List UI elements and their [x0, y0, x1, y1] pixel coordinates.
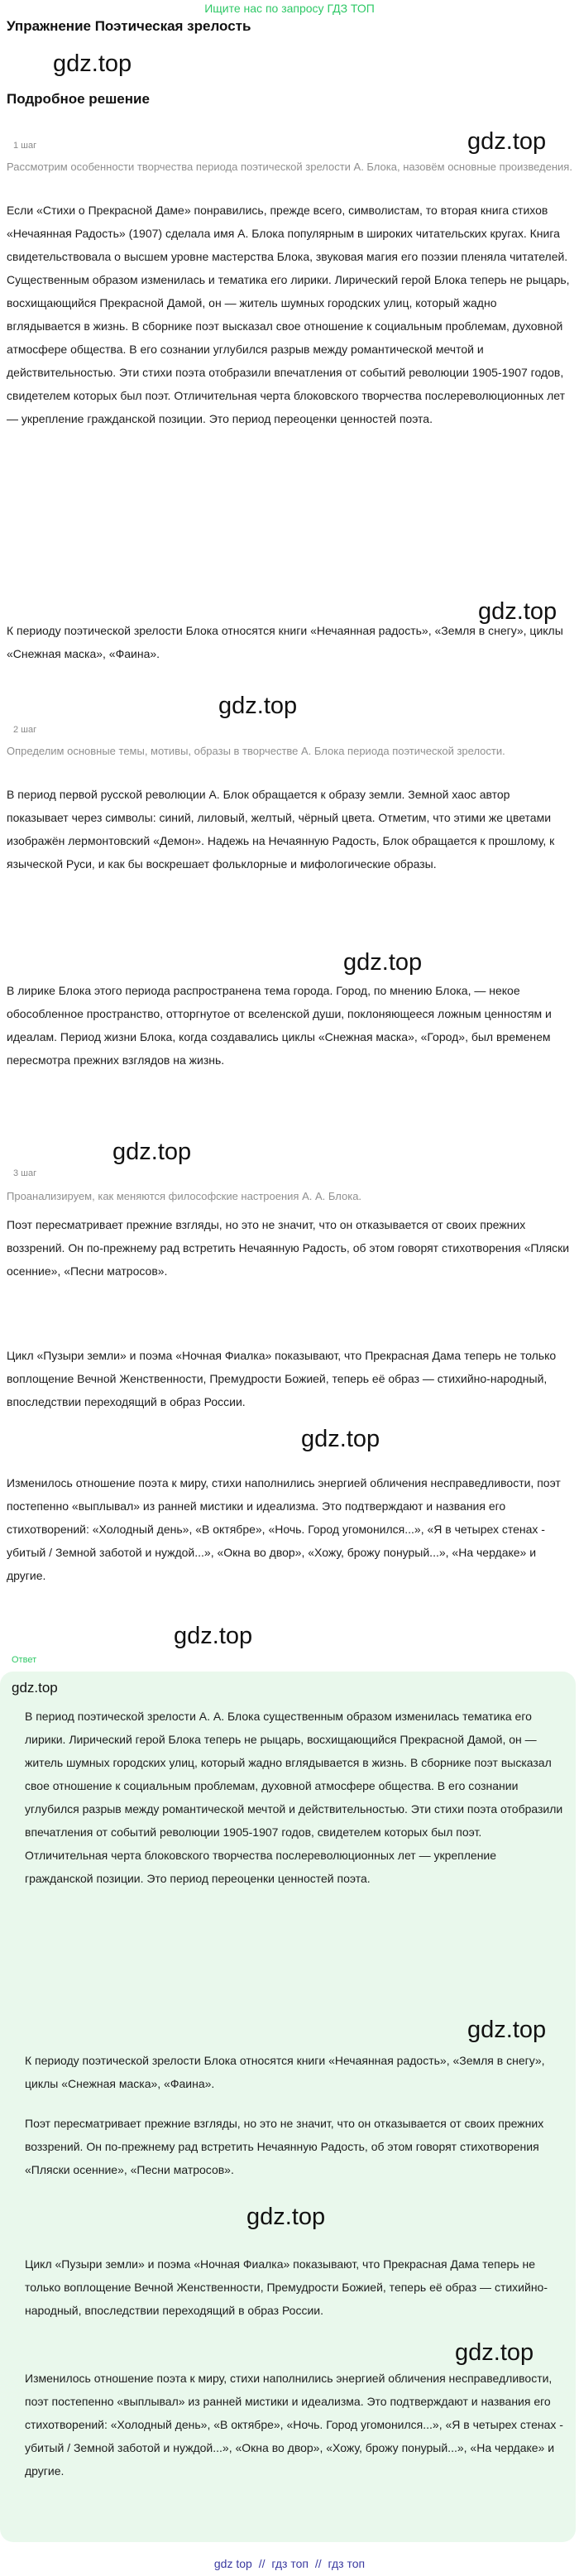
step-hint: Рассмотрим особенности творчества периода поэтической зрелости А. Блока, назовём основные произведения. [7, 161, 572, 173]
footer-link[interactable]: гдз топ [271, 2557, 309, 2570]
watermark: gdz.top [12, 1680, 58, 1696]
footer-link[interactable]: gdz top [213, 2557, 252, 2570]
step-badge: 1 шаг [13, 141, 37, 151]
answer-paragraph: Поэт пересматривает прежние взгляды, но это не значит, что он отказывается от своих прежних воззрений. Он по-прежнему рад встретить Нечаянную Радость, об этом говорят стихотворения «Пляски осенние», «Песни матросов». [25, 2117, 544, 2176]
step-badge: 3 шаг [13, 1168, 37, 1178]
watermark: gdz.top [301, 1426, 380, 1452]
watermark: gdz.top [455, 2339, 534, 2366]
step-paragraph: В период первой русской революции А. Блок обращается к образу земли. Земной хаос автор показывает через символы: синий, лиловый, желтый, чёрный цвета. Отметим, что этими же цветами изображён лермонтовский «Демон». Надежь на Нечаянную Радость, Блок обращается к прошлому, к языческой Руси, и как бы воскрешает фольклорные и мифологические образы. [7, 788, 555, 871]
answer-label: Ответ [12, 1655, 37, 1665]
step-paragraph: Цикл «Пузыри земли» и поэма «Ночная Фиалка» показывают, что Прекрасная Дама теперь не только воплощение Вечной Женственности, Премудрости Божией, теперь её образ — стихийно-народный, впоследствии переходящий в образ России. [7, 1349, 557, 1408]
answer-paragraph: Изменилось отношение поэта к миру, стихи наполнились энергией обличения несправедливости, поэт постепенно «выплывал» из ранней мистики и идеализма. Это подтверждают и названия его стихотворений: «Холодный день», «В октябре», «Ночь. Город угомонился...», «Я в четырех стенах - убитый / Земной заботой и нуждой...», «Окна во двор», «Хожу, брожу понурый...», «На чердаке» и другие. [25, 2372, 563, 2478]
watermark: gdz.top [478, 598, 557, 625]
step-hint: Определим основные темы, мотивы, образы в творчестве А. Блока периода поэтической зрелости. [7, 745, 505, 757]
answer-paragraph: Цикл «Пузыри земли» и поэма «Ночная Фиалка» показывают, что Прекрасная Дама теперь не только воплощение Вечной Женственности, Премудрости Божией, теперь её образ — стихийно-народный, впоследствии переходящий в образ России. [25, 2257, 548, 2317]
footer-separator: // [258, 2557, 266, 2570]
step-paragraph: В лирике Блока этого периода распространена тема города. Город, по мнению Блока, — некое обособленное пространство, отторгнутое от вселенской души, поклоняющееся ложным ценностям и идеалам. Период жизни Блока, когда создавались циклы «Снежная маска», «Город», был временем пересмотра прежних взглядов на жизнь. [7, 984, 552, 1067]
search-hint-link[interactable]: Ищите нас по запросу ГДЗ ТОП [204, 2, 375, 15]
watermark: gdz.top [174, 1623, 253, 1649]
watermark: gdz.top [246, 2204, 326, 2230]
subtitle: Подробное решение [7, 91, 150, 107]
step-paragraph: Если «Стихи о Прекрасной Даме» понравились, прежде всего, символистам, то вторая книга стихов «Нечаянная Радость» (1907) сделала имя А. Блока популярным в широких читательских кругах. Книга свидетельствовала о высшем уровне мастерства Блока, звуковая магия его поэзии пленяла читателей. Существенным образом изменилась и тематика его лирики. Лирический герой Блока теперь не рыцарь, восхищающийся Прекрасной Дамой, он — житель шумных городских улиц, который жадно вглядывается в жизнь. В сборнике поэт высказал свое отношение к социальным проблемам, духовной атмосфере общества. В его сознании углубился разрыв между романтической мечтой и действительностью. Эти стихи поэта отобразили впечатления от событий революции 1905-1907 годов, свидетелем которых был поэт. Отличительная черта блоковского творчества послереволюционных лет — укрепление гражданской позиции. Это период переоценки ценностей поэта. [7, 204, 570, 425]
watermark: gdz.top [53, 50, 132, 77]
page-title: Упражнение Поэтическая зрелость [7, 18, 251, 34]
answer-paragraph: К периоду поэтической зрелости Блока относятся книги «Нечаянная радость», «Земля в снегу», циклы «Снежная маска», «Фаина». [25, 2054, 545, 2090]
footer-separator: // [314, 2557, 322, 2570]
step-paragraph: К периоду поэтической зрелости Блока относятся книги «Нечаянная радость», «Земля в снегу», циклы «Снежная маска», «Фаина». [7, 624, 563, 660]
watermark: gdz.top [467, 128, 547, 155]
step-paragraph: Поэт пересматривает прежние взгляды, но это не значит, что он отказывается от своих прежних воззрений. Он по-прежнему рад встретить Нечаянную Радость, об этом говорят стихотворения «Пляски осенние», «Песни матросов». [7, 1218, 570, 1278]
answer-paragraph: В период поэтической зрелости А. А. Блока существенным образом изменилась тематика его лирики. Лирический герой Блока теперь не рыцарь, восхищающийся Прекрасной Дамой, он — житель шумных городских улиц, который жадно вглядывается в жизнь. В сборнике поэт высказал свое отношение к социальным проблемам, духовной атмосфере общества. В его сознании углубился разрыв между романтической мечтой и действительностью. Эти стихи поэта отобразили впечатления от событий революции 1905-1907 годов, свидетелем которых был поэт. Отличительная черта блоковского творчества послереволюционных лет — укрепление гражданской позиции. Это период переоценки ценностей поэта. [25, 1710, 563, 1885]
watermark: gdz.top [218, 693, 298, 719]
footer-links [0, 2555, 579, 2572]
step-hint: Проанализируем, как меняются философские настроения А. А. Блока. [7, 1190, 362, 1202]
watermark: gdz.top [343, 949, 423, 976]
watermark: gdz.top [467, 2017, 547, 2043]
step-paragraph: Изменилось отношение поэта к миру, стихи наполнились энергией обличения несправедливости, поэт постепенно «выплывал» из ранней мистики и идеализма. Это подтверждают и названия его стихотворений: «Холодный день», «В октябре», «Ночь. Город угомонился...», «Я в четырех стенах - убитый / Земной заботой и нуждой...», «Окна во двор», «Хожу, брожу понурый...», «На чердаке» и другие. [7, 1476, 561, 1582]
step-badge: 2 шаг [13, 725, 37, 735]
watermark: gdz.top [112, 1139, 192, 1165]
footer-link[interactable]: гдз топ [328, 2557, 366, 2570]
